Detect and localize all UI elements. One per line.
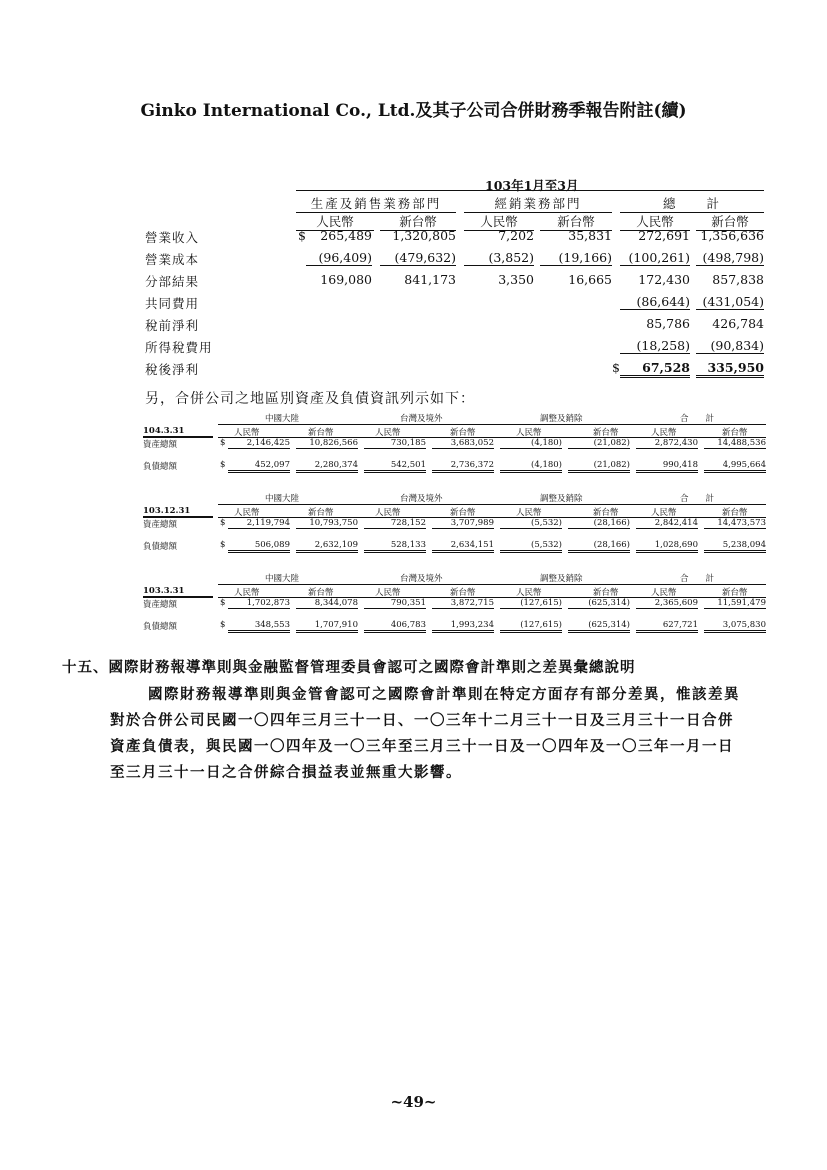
geo-value: 11,591,479 — [704, 598, 766, 609]
geo-value: (127,615) — [500, 620, 562, 633]
geo-value: (21,082) — [568, 438, 630, 449]
geo-value: 10,826,566 — [296, 438, 358, 449]
geo-region-header: 台灣及境外 — [400, 494, 443, 504]
geo-value: 8,344,078 — [296, 598, 358, 609]
geo-currency-header: 新台幣 — [722, 588, 748, 598]
page-title: Ginko International Co., Ltd.及其子公司合併財務季報告附註(續) — [140, 101, 687, 121]
geo-row-label: 負債總額 — [143, 622, 178, 632]
geo-table — [0, 492, 827, 574]
geo-symbol: $ — [220, 540, 226, 550]
segment-value: (498,798) — [696, 250, 764, 266]
segment-value: (3,852) — [464, 250, 534, 266]
segment-value: 426,784 — [712, 316, 764, 331]
geo-row-label: 負債總額 — [143, 542, 178, 552]
segment-value: (431,054) — [696, 294, 764, 310]
segment-value: 335,950 — [696, 360, 764, 378]
geo-value: 990,418 — [636, 460, 698, 473]
geo-value: 1,702,873 — [228, 598, 290, 609]
geo-currency-header: 人民幣 — [651, 428, 677, 438]
paragraph-line: 國際財務報導準則與金管會認可之國際會計準則在特定方面存有部分差異，惟該差異 — [148, 686, 740, 703]
segment-value: 1,320,805 — [392, 228, 456, 243]
geo-currency-header: 新台幣 — [722, 428, 748, 438]
geo-table — [0, 412, 827, 494]
geo-value: 3,872,715 — [432, 598, 494, 609]
row-label-cost: 營業成本 — [145, 252, 200, 267]
geo-value: 542,501 — [364, 460, 426, 473]
geo-value: (4,180) — [500, 460, 562, 473]
geo-value: 5,238,094 — [704, 540, 766, 553]
row-label-net-income: 稅後淨利 — [145, 362, 200, 377]
geo-table — [0, 572, 827, 654]
group-header-total: 總 計 — [620, 194, 764, 213]
segment-period: 103年1月至3月 — [485, 178, 579, 193]
segment-value: 265,489 — [320, 228, 372, 243]
geo-value: 730,185 — [364, 438, 426, 449]
geo-currency-header: 人民幣 — [375, 428, 401, 438]
geo-region-header: 合 計 — [680, 414, 715, 424]
geo-value: (28,166) — [568, 518, 630, 529]
geo-value: 2,872,430 — [636, 438, 698, 449]
row-label-revenue: 營業收入 — [145, 230, 200, 245]
currency-header: 新台幣 — [696, 212, 764, 231]
geo-value: (5,532) — [500, 518, 562, 529]
geo-currency-header: 人民幣 — [375, 588, 401, 598]
geo-value: 2,842,414 — [636, 518, 698, 529]
geo-value: 3,683,052 — [432, 438, 494, 449]
segment-value: 169,080 — [320, 272, 372, 287]
geo-value: 406,783 — [364, 620, 426, 633]
segment-value: 7,202 — [498, 228, 534, 243]
currency-header: 人民幣 — [620, 212, 690, 231]
geo-row-label: 資產總額 — [143, 440, 178, 450]
geo-symbol: $ — [220, 460, 226, 470]
segment-value: 857,838 — [712, 272, 764, 287]
row-label-common-expense: 共同費用 — [145, 296, 200, 311]
geo-intro: 另，合併公司之地區別資產及負債資訊列示如下： — [145, 391, 475, 407]
geo-value: 506,089 — [228, 540, 290, 553]
group-header-manufacturing: 生產及銷售業務部門 — [296, 194, 456, 213]
geo-date: 103.3.31 — [143, 586, 213, 597]
segment-value: (96,409) — [306, 250, 372, 266]
geo-currency-header: 新台幣 — [593, 428, 619, 438]
currency-header: 人民幣 — [464, 212, 534, 231]
geo-region-header: 中國大陸 — [265, 574, 300, 584]
geo-symbol: $ — [220, 438, 226, 448]
geo-row-label: 資產總額 — [143, 600, 178, 610]
paragraph-line: 對於合併公司民國一〇四年三月三十一日、一〇三年十二月三十一日及三月三十一日合併 — [110, 712, 734, 729]
geo-currency-header: 新台幣 — [593, 588, 619, 598]
geo-currency-header: 新台幣 — [308, 588, 334, 598]
geo-region-header: 調整及銷除 — [540, 494, 583, 504]
geo-currency-header: 人民幣 — [516, 588, 542, 598]
geo-currency-header: 人民幣 — [234, 428, 260, 438]
segment-value: (18,258) — [620, 338, 690, 354]
geo-value: (5,532) — [500, 540, 562, 553]
geo-value: 528,133 — [364, 540, 426, 553]
geo-currency-header: 新台幣 — [450, 428, 476, 438]
geo-value: 4,995,664 — [704, 460, 766, 473]
geo-value: 2,146,425 — [228, 438, 290, 449]
currency-symbol: $ — [612, 360, 620, 375]
geo-value: (127,615) — [500, 598, 562, 609]
segment-value: 3,350 — [498, 272, 534, 287]
segment-value: 1,356,636 — [700, 228, 764, 243]
segment-value: 841,173 — [404, 272, 456, 287]
segment-value: (86,644) — [620, 294, 690, 310]
geo-date: 104.3.31 — [143, 426, 213, 437]
segment-value: 67,528 — [620, 360, 690, 378]
geo-currency-header: 新台幣 — [593, 508, 619, 518]
segment-value: 85,786 — [646, 316, 690, 331]
geo-value: (625,314) — [568, 620, 630, 633]
geo-currency-header: 新台幣 — [308, 508, 334, 518]
geo-value: 10,793,750 — [296, 518, 358, 529]
geo-region-header: 合 計 — [680, 574, 715, 584]
geo-value: 452,097 — [228, 460, 290, 473]
period-rule — [296, 190, 764, 191]
segment-value: (19,166) — [540, 250, 612, 266]
geo-value: 2,634,151 — [432, 540, 494, 553]
paragraph-line: 資產負債表，與民國一〇四年及一〇三年至三月三十一日及一〇四年及一〇三年一月一日 — [110, 738, 734, 755]
currency-symbol: $ — [298, 228, 306, 243]
page-number: ~49~ — [390, 1093, 437, 1111]
geo-currency-header: 新台幣 — [450, 508, 476, 518]
geo-currency-header: 新台幣 — [308, 428, 334, 438]
row-label-pretax-income: 稅前淨利 — [145, 318, 200, 333]
segment-value: 272,691 — [638, 228, 690, 243]
geo-currency-header: 人民幣 — [651, 508, 677, 518]
geo-region-header: 台灣及境外 — [400, 574, 443, 584]
geo-region-header: 合 計 — [680, 494, 715, 504]
segment-value: 172,430 — [638, 272, 690, 287]
section-heading: 十五、國際財務報導準則與金融監督管理委員會認可之國際會計準則之差異彙總說明 — [62, 659, 636, 676]
geo-currency-header: 人民幣 — [375, 508, 401, 518]
geo-value: 2,365,609 — [636, 598, 698, 609]
geo-region-header: 中國大陸 — [265, 414, 300, 424]
geo-region-header: 中國大陸 — [265, 494, 300, 504]
geo-currency-header: 人民幣 — [516, 428, 542, 438]
geo-currency-header: 人民幣 — [651, 588, 677, 598]
geo-value: 627,721 — [636, 620, 698, 633]
geo-currency-header: 人民幣 — [234, 508, 260, 518]
geo-value: (28,166) — [568, 540, 630, 553]
geo-value: (625,314) — [568, 598, 630, 609]
segment-value: (90,834) — [696, 338, 764, 354]
geo-row-label: 資產總額 — [143, 520, 178, 530]
currency-header: 新台幣 — [380, 212, 456, 231]
geo-currency-header: 人民幣 — [234, 588, 260, 598]
geo-region-header: 調整及銷除 — [540, 414, 583, 424]
geo-date: 103.12.31 — [143, 506, 213, 517]
currency-header: 人民幣 — [296, 212, 374, 231]
geo-value: 728,152 — [364, 518, 426, 529]
segment-value: 35,831 — [568, 228, 612, 243]
geo-value: 3,075,830 — [704, 620, 766, 633]
geo-value: (4,180) — [500, 438, 562, 449]
geo-region-header: 台灣及境外 — [400, 414, 443, 424]
geo-symbol: $ — [220, 620, 226, 630]
paragraph-line: 至三月三十一日之合併綜合損益表並無重大影響。 — [110, 764, 462, 781]
geo-value: 3,707,989 — [432, 518, 494, 529]
geo-value: 14,473,573 — [704, 518, 766, 529]
geo-value: 14,488,536 — [704, 438, 766, 449]
geo-value: (21,082) — [568, 460, 630, 473]
geo-row-label: 負債總額 — [143, 462, 178, 472]
geo-value: 348,553 — [228, 620, 290, 633]
geo-value: 2,632,109 — [296, 540, 358, 553]
geo-value: 2,119,794 — [228, 518, 290, 529]
currency-header: 新台幣 — [540, 212, 612, 231]
geo-region-header: 調整及銷除 — [540, 574, 583, 584]
geo-value: 1,993,234 — [432, 620, 494, 633]
geo-symbol: $ — [220, 518, 226, 528]
segment-value: (479,632) — [380, 250, 456, 266]
segment-table — [0, 0, 827, 380]
geo-symbol: $ — [220, 598, 226, 608]
geo-currency-header: 新台幣 — [450, 588, 476, 598]
geo-value: 2,280,374 — [296, 460, 358, 473]
section-paragraph — [110, 682, 770, 786]
segment-value: (100,261) — [620, 250, 690, 266]
geo-currency-header: 新台幣 — [722, 508, 748, 518]
geo-value: 790,351 — [364, 598, 426, 609]
geo-currency-header: 人民幣 — [516, 508, 542, 518]
row-label-segment-result: 分部結果 — [145, 274, 200, 289]
row-label-tax: 所得稅費用 — [145, 340, 213, 355]
geo-value: 2,736,372 — [432, 460, 494, 473]
geo-value: 1,028,690 — [636, 540, 698, 553]
group-header-distribution: 經銷業務部門 — [464, 194, 612, 213]
segment-value: 16,665 — [568, 272, 612, 287]
geo-value: 1,707,910 — [296, 620, 358, 633]
